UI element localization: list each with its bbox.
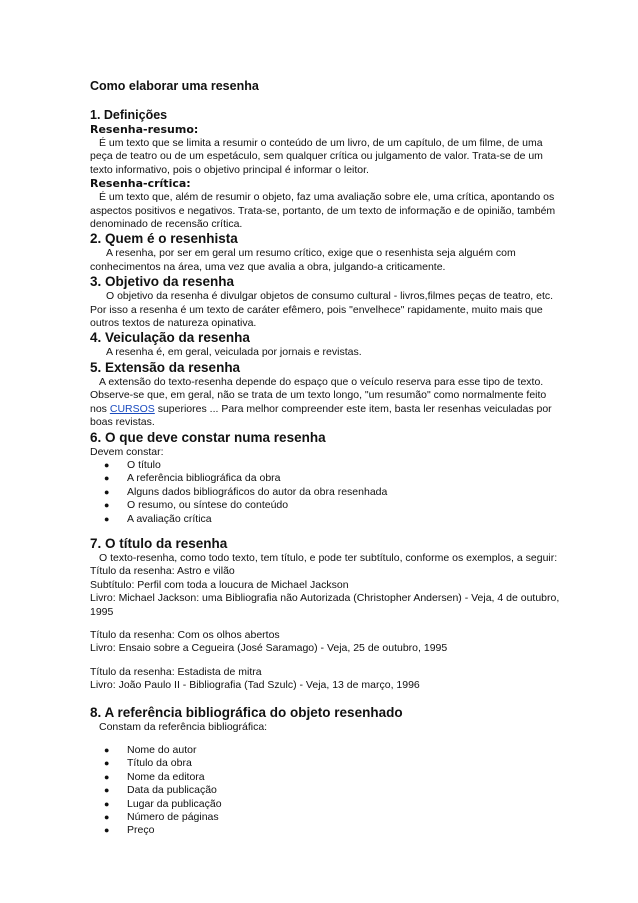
list-item: ● Nome do autor	[104, 744, 197, 756]
section-6-list	[90, 459, 560, 526]
section-2-heading: 2. Quem é o resenhista	[90, 231, 238, 247]
example-1-title: Título da resenha: Astro e vilão	[90, 565, 235, 578]
bullet-icon: ●	[104, 486, 110, 497]
bullet-icon: ●	[104, 758, 110, 769]
list-item: ● A avaliação crítica	[104, 512, 212, 525]
list-item: ● O título	[104, 458, 161, 471]
bullet-icon: ●	[104, 473, 110, 484]
cursos-link[interactable]: CURSOS	[109, 402, 155, 415]
example-3-title: Título da resenha: Estadista de mitra	[90, 665, 262, 678]
bullet-icon: ●	[104, 812, 110, 823]
list-item: ● Data da publicação	[104, 784, 217, 797]
section-5-heading: 5. Extensão da resenha	[90, 359, 241, 375]
section-4-text: A resenha é, em geral, veiculada por jornais e revistas.	[106, 346, 362, 359]
example-2-title: Título da resenha: Com os olhos abertos	[90, 628, 280, 641]
list-item: ● Número de páginas	[104, 811, 219, 824]
document	[90, 78, 560, 838]
section-5-text: A extensão do texto-resenha depende do espaço que o veículo reserva para esse tipo de texto. Observe-se que, em geral, não se trata de um texto longo, "um resumão" como normalmente feito nos CURSOS superiores ... Para melhor compreender este item, basta ler resenhas veiculadas por boas revistas.	[90, 375, 552, 429]
bullet-icon: ●	[104, 798, 110, 809]
bullet-icon: ●	[104, 771, 110, 782]
bullet-icon: ●	[104, 500, 110, 511]
bullet-icon: ●	[104, 745, 110, 755]
list-item: ● Alguns dados bibliográficos do autor da obra resenhada	[104, 485, 388, 498]
resenha-critica-text: É um texto que, além de resumir o objeto, faz uma avaliação sobre ele, uma crítica, apontando os aspectos positivos e negativos. Trata-se, portanto, de um texto de informação e de opinião, também denominado de recensão crítica.	[90, 191, 556, 231]
list-item: ● A referência bibliográfica da obra	[104, 472, 281, 485]
section-6-intro: Devem constar:	[90, 445, 164, 458]
section-1-heading: 1. Definições	[90, 108, 168, 122]
example-2-book: Livro: Ensaio sobre a Cegueira (José Saramago) - Veja, 25 de outubro, 1995	[90, 642, 448, 655]
resenha-resumo-text: É um texto que se limita a resumir o conteúdo de um livro, de um capítulo, de um filme, de uma peça de teatro ou de um espetáculo, sem qualquer crítica ou julgamento de valor. Trata-se de um texto informativo, pois o objetivo principal é informar o leitor.	[90, 137, 543, 176]
bullet-icon: ●	[104, 785, 110, 796]
section-8-heading: 8. A referência bibliográfica do objeto resenhado	[90, 704, 403, 720]
example-1-subtitle: Subtítulo: Perfil com toda a loucura de Michael Jackson	[90, 578, 349, 591]
list-item: ● Lugar da publicação	[104, 797, 222, 810]
bullet-icon: ●	[104, 459, 110, 470]
section-2-text: A resenha, por ser em geral um resumo crítico, exige que o resenhista seja alguém com conhecimentos na área, uma vez que avalia a obra, julgando-a criticamente.	[90, 247, 516, 273]
list-item: ● O resumo, ou síntese do conteúdo	[104, 499, 289, 512]
bullet-icon: ●	[104, 825, 110, 836]
list-item: ● Título da obra	[104, 757, 192, 770]
list-item: ● Preço	[104, 824, 155, 837]
section-4-heading: 4. Veiculação da resenha	[90, 330, 250, 346]
section-3-text: O objetivo da resenha é divulgar objetos de consumo cultural - livros,filmes peças de teatro, etc. Por isso a resenha é um texto de caráter efêmero, pois "envelhece" rapidamente, muito mais que outros textos de natureza opinativa.	[90, 290, 554, 330]
example-3-book: Livro: João Paulo II - Bibliografia (Tad Szulc) - Veja, 13 de março, 1996	[90, 679, 420, 692]
section-8-list	[90, 744, 560, 838]
section-3-heading: 3. Objetivo da resenha	[90, 274, 235, 290]
section-6-heading: 6. O que deve constar numa resenha	[90, 429, 326, 445]
list-item: ● Nome da editora	[104, 770, 205, 783]
document-title: Como elaborar uma resenha	[90, 79, 259, 93]
example-1-book: Livro: Michael Jackson: uma Bibliografia não Autorizada (Christopher Andersen) - Veja, 4 de outubro, 1995	[90, 592, 560, 618]
section-7-heading: 7. O título da resenha	[90, 535, 228, 551]
bullet-icon: ●	[104, 513, 110, 524]
section-7-intro: O texto-resenha, como todo texto, tem título, e pode ter subtítulo, conforme os exemplos, a seguir:	[99, 551, 558, 564]
subheading-resenha-critica: Resenha-crítica:	[90, 177, 191, 191]
subheading-resenha-resumo: Resenha-resumo:	[90, 123, 199, 136]
section-8-intro: Constam da referência bibliográfica:	[99, 720, 268, 733]
